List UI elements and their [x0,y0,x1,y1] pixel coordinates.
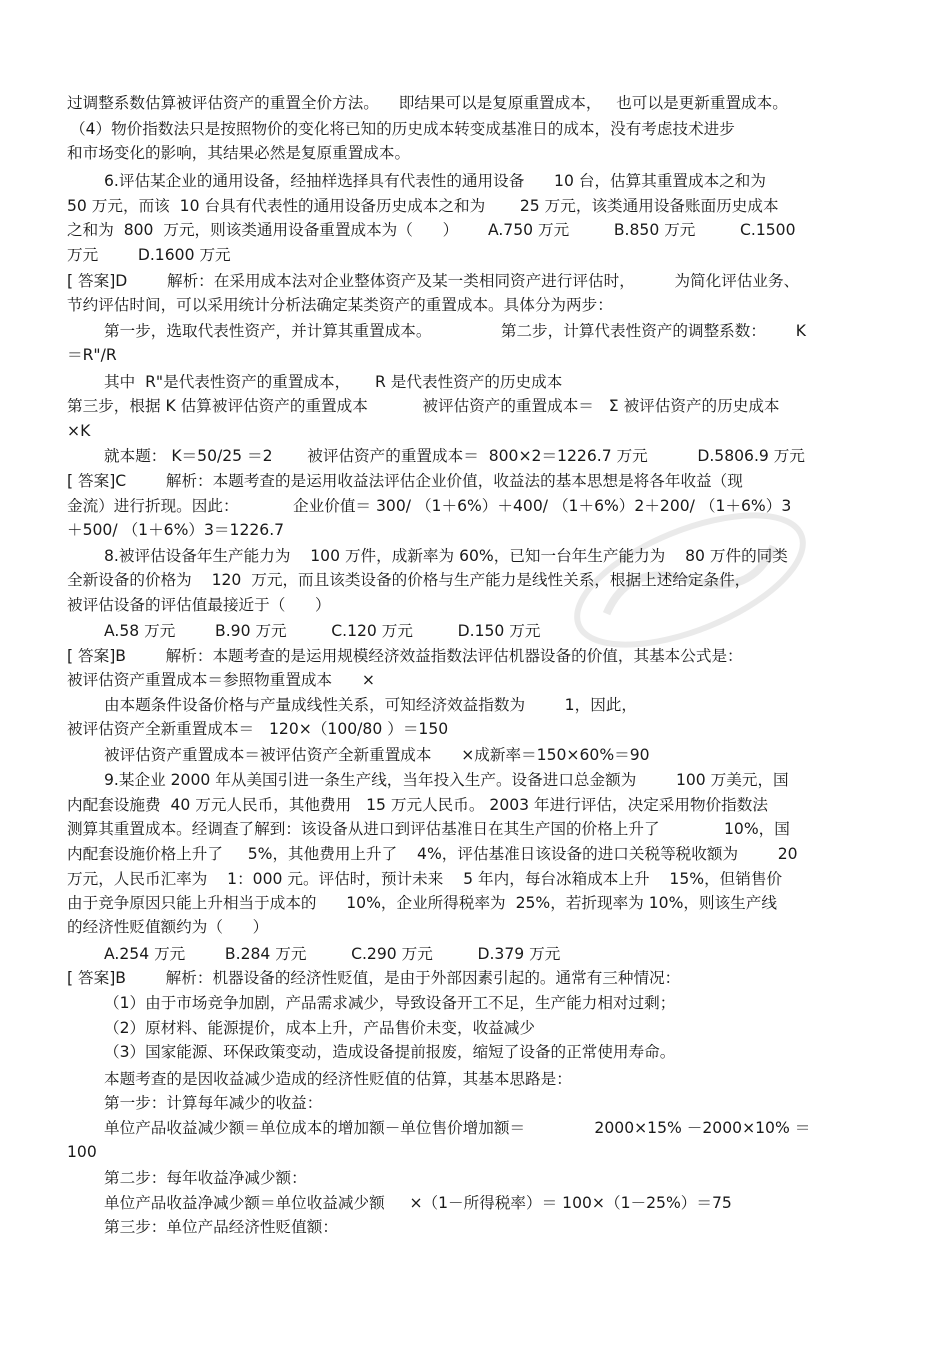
text-line: 测算其重置成本。经调查了解到：该设备从进口到评估基准日在其生产国的价格上升了 10%，国 [67,820,790,838]
text-line: 第一步，选取代表性资产，并计算其重置成本。 第二步，计算代表性资产的调整系数： K [104,322,806,340]
text-line: （2）原材料、能源提价，成本上升，产品售价未变，收益减少 [104,1019,535,1037]
text-line: 9.某企业 2000 年从美国引进一条生产线，当年投入生产。设备进口总金额为 100 万美元，国 [104,771,789,789]
text-line: 单位产品收益净减少额＝单位收益减少额 ×（1－所得税率）＝ 100×（1－25%）＝75 [104,1194,732,1212]
text-line: 第二步：每年收益净减少额： [104,1169,307,1187]
text-line: 的经济性贬值额约为（ ） [67,918,269,936]
text-line: 由本题条件设备价格与产量成线性关系，可知经济效益指数为 1，因此， [104,696,637,714]
text-line: 内配套设施费 40 万元人民币，其他费用 15 万元人民币。 2003 年进行评估，决定采用物价指数法 [67,796,768,814]
text-line: 节约评估时间，可以采用统计分析法确定某类资产的重置成本。具体分为两步： [67,296,613,314]
text-line: （1）由于市场竞争加剧，产品需求减少，导致设备开工不足，生产能力相对过剩； [104,994,676,1012]
text-line: 内配套设施价格上升了 5%，其他费用上升了 4%，评估基准日该设备的进口关税等税收额为 20 [67,845,798,863]
text-line: A.254 万元 B.284 万元 C.290 万元 D.379 万元 [104,945,561,963]
text-line: 被评估设备的评估值最接近于（ ） [67,596,331,614]
text-line: 单位产品收益减少额＝单位成本的增加额－单位售价增加额＝ 2000×15% －2000×10% ＝ [104,1119,811,1137]
text-line: 全新设备的价格为 120 万元，而且该类设备的价格与生产能力是线性关系，根据上述给定条件， [67,571,751,589]
text-line: 100 [67,1143,97,1161]
text-line: ＋500/ （1＋6%）3＝1226.7 [67,521,285,539]
text-line: A.58 万元 B.90 万元 C.120 万元 D.150 万元 [104,622,541,640]
text-line: [ 答案]B 解析：本题考查的是运用规模经济效益指数法评估机器设备的价值，其基本公式是： [67,647,743,665]
text-line: 之和为 800 万元，则该类通用设备重置成本为（ ） A.750 万元 B.850 万元 C.1500 [67,221,796,239]
text-line: 就本题： K＝50/25 ＝2 被评估资产的重置成本＝ 800×2＝1226.7 万元 D.5806.9 万元 [104,447,805,465]
text-line: 由于竞争原因只能上升相当于成本的 10%，企业所得税率为 25%，若折现率为 10%，则该生产线 [67,894,777,912]
text-line: [ 答案]C 解析：本题考查的是运用收益法评估企业价值，收益法的基本思想是将各年收益（现 [67,472,743,490]
text-line: 被评估资产全新重置成本＝ 120×（100/80 ）＝150 [67,720,449,738]
text-line: 被评估资产重置成本＝参照物重置成本 × [67,671,375,689]
text-line: ＝R"/R [67,346,117,364]
text-line: 被评估资产重置成本＝被评估资产全新重置成本 ×成新率＝150×60%＝90 [104,746,650,764]
text-line: （3）国家能源、环保政策变动，造成设备提前报废，缩短了设备的正常使用寿命。 [104,1043,676,1061]
text-line: 6.评估某企业的通用设备，经抽样选择具有代表性的通用设备 10 台，估算其重置成本之和为 [104,172,766,190]
text-line: [ 答案]D 解析：在采用成本法对企业整体资产及某一类相同资产进行评估时， 为简化评估业务、 [67,272,800,290]
text-line: 8.被评估设备年生产能力为 100 万件，成新率为 60%，已知一台年生产能力为 80 万件的同类 [104,547,788,565]
text-line: 万元，人民币汇率为 1：000 元。评估时，预计未来 5 年内，每台冰箱成本上升 15%，但销售价 [67,870,783,888]
text-line: 第三步：单位产品经济性贬值额： [104,1218,338,1236]
text-line: 50 万元，而该 10 台具有代表性的通用设备历史成本之和为 25 万元，该类通用设备账面历史成本 [67,197,779,215]
text-line: [ 答案]B 解析：机器设备的经济性贬值，是由于外部因素引起的。通常有三种情况： [67,969,681,987]
text-line: （4）物价指数法只是按照物价的变化将已知的历史成本转变成基准日的成本，没有考虑技术进步 [70,120,735,138]
text-line: ×K [67,422,91,440]
text-line: 本题考查的是因收益减少造成的经济性贬值的估算，其基本思路是： [104,1070,572,1088]
text-line: 万元 D.1600 万元 [67,246,231,264]
text-line: 金流）进行折现。因此： 企业价值＝ 300/ （1＋6%）＋400/ （1＋6%）2＋200/ （1＋6%）3 [67,497,792,515]
text-line: 过调整系数估算被评估资产的重置全价方法。 即结果可以是复原重置成本， 也可以是更新重置成本。 [67,94,788,112]
text-line: 第三步，根据 K 估算被评估资产的重置成本 被评估资产的重置成本＝ Σ 被评估资产的历史成本 [67,397,780,415]
text-line: 其中 R"是代表性资产的重置成本， R 是代表性资产的历史成本 [104,373,563,391]
text-line: 和市场变化的影响，其结果必然是复原重置成本。 [67,144,411,162]
text-line: 第一步：计算每年减少的收益： [104,1094,323,1112]
